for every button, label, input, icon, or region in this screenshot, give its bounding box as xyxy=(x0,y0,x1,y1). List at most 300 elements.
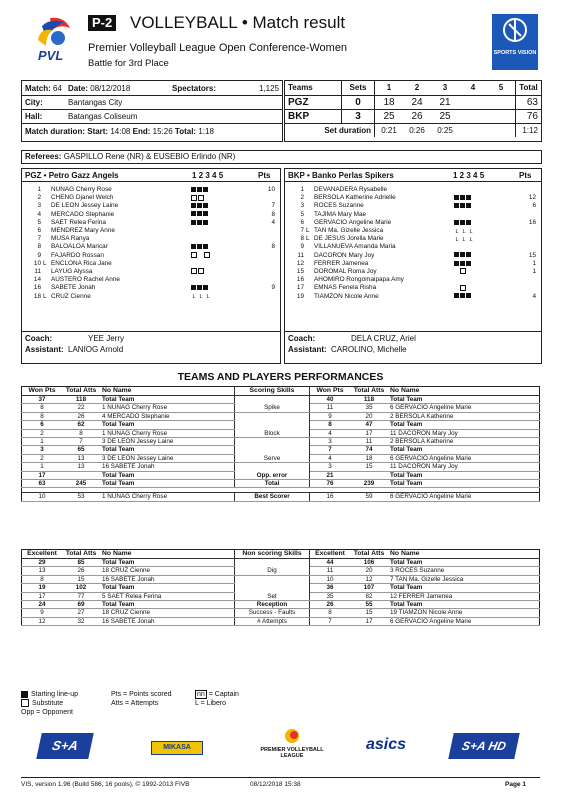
b-player: 2 BERSOLA Katherine xyxy=(388,412,540,420)
team-b-assistant-label: Assistant: xyxy=(288,345,327,354)
perf-header-row xyxy=(22,387,540,396)
end-time: 15:26 xyxy=(152,127,173,136)
b-player: 6 GERVACIO Angeline Marie xyxy=(388,404,540,412)
set-libero-mark: L xyxy=(199,294,203,301)
set-played-icon xyxy=(460,220,465,225)
sponsor-sahd-logo: S+A HD xyxy=(448,733,520,759)
hdr-a-won: Excellent xyxy=(22,550,63,559)
b-player: Total Team xyxy=(388,396,540,404)
a-player: 16 SABETE Jonah xyxy=(100,463,235,471)
player-points xyxy=(251,268,277,276)
player-name: DE LEON Jessey Laine xyxy=(51,202,119,210)
perf-row xyxy=(22,438,540,446)
player-number: 6 xyxy=(300,218,304,226)
player-sets xyxy=(191,284,251,292)
set-libero-mark: L xyxy=(455,237,459,244)
player-number: 14 xyxy=(33,276,41,284)
set-played-icon xyxy=(203,244,208,249)
player-sets xyxy=(191,227,251,235)
player-number: 2 xyxy=(37,194,41,202)
a-atts: 13 xyxy=(62,463,100,471)
score-hdr-4: 4 xyxy=(470,83,476,93)
perf-row xyxy=(22,575,540,583)
a-atts: 13 xyxy=(62,454,100,462)
b-atts: 118 xyxy=(350,396,388,404)
city-value: Bantangas City xyxy=(68,98,123,107)
starting-legend-icon xyxy=(21,691,28,698)
player-libero-flag xyxy=(43,186,51,194)
player-libero-flag xyxy=(306,194,314,202)
best-scorer-row xyxy=(22,493,540,501)
player-name: AHOMIRO Rongomaipapa Amy xyxy=(314,276,404,284)
a-atts: 53 xyxy=(62,493,100,501)
player-libero-flag xyxy=(306,186,314,194)
perf-row xyxy=(22,567,540,575)
player-number: 4 xyxy=(37,210,41,218)
player-row xyxy=(288,260,538,268)
b-player: Total Team xyxy=(388,471,540,479)
player-number: 18 xyxy=(33,292,41,300)
b-atts: 55 xyxy=(350,601,388,609)
a-atts: 7 xyxy=(62,438,100,446)
set-played-icon xyxy=(203,211,208,216)
skill-label xyxy=(235,584,310,592)
b-atts: 18 xyxy=(350,454,388,462)
score-set4 xyxy=(459,95,487,109)
skill-label xyxy=(235,575,310,583)
footer-version: VIS, version 1.96 (Build 586, 16 pools), © 1992-2013 FIVB xyxy=(21,781,190,788)
hdr-b-won: Excellent xyxy=(310,550,351,559)
perf-row xyxy=(22,454,540,462)
player-name: EMNAS Fenela Risha xyxy=(314,284,377,292)
a-atts: 15 xyxy=(62,575,100,583)
score-team: PGZ xyxy=(285,95,342,109)
hdr-b-name: No Name xyxy=(388,387,540,396)
player-number: 9 xyxy=(37,251,41,259)
set-played-icon xyxy=(454,220,459,225)
player-number: 10 xyxy=(33,259,41,267)
set-played-icon xyxy=(203,187,208,192)
a-won: 63 xyxy=(22,480,63,488)
player-name: DACORON Mary Joy xyxy=(314,251,375,259)
referees-names: GASPILLO Rene (NR) & EUSEBIO Erlindo (NR) xyxy=(63,152,236,161)
player-points: 15 xyxy=(528,251,536,259)
player-sets xyxy=(454,268,514,276)
player-libero-flag xyxy=(306,202,314,210)
set-substitute-icon xyxy=(191,268,197,274)
b-atts: 20 xyxy=(350,412,388,420)
set-played-icon xyxy=(466,203,471,208)
a-atts: 26 xyxy=(62,567,100,575)
skill-label: Serve xyxy=(235,454,310,462)
player-row xyxy=(25,284,277,292)
captain-legend-box: nn xyxy=(197,691,205,698)
player-number: 17 xyxy=(296,284,304,292)
skill-label: Set xyxy=(235,592,310,600)
set-played-icon xyxy=(460,261,465,266)
a-player: Total Team xyxy=(100,584,235,592)
skill-label xyxy=(235,396,310,404)
player-row xyxy=(288,186,538,194)
b-atts: 20 xyxy=(350,567,388,575)
a-player: 18 CRUZ Cienne xyxy=(100,567,235,575)
a-won: 19 xyxy=(22,584,63,592)
skill-label xyxy=(235,412,310,420)
player-sets xyxy=(191,252,251,260)
team-b-assistant: CAROLINO, Michelle xyxy=(331,345,407,354)
player-row xyxy=(25,252,277,260)
b-won: 11 xyxy=(310,404,351,412)
b-won: 9 xyxy=(310,412,351,420)
set-libero-mark: L xyxy=(206,294,210,301)
player-points xyxy=(514,243,538,251)
a-player: Total Team xyxy=(100,480,235,488)
a-won: 8 xyxy=(22,575,63,583)
perf-row xyxy=(22,412,540,420)
b-player: 2 BERSOLA Katherine xyxy=(388,438,540,446)
a-atts: 118 xyxy=(62,396,100,404)
a-atts: 85 xyxy=(62,559,100,567)
set-played-icon xyxy=(466,220,471,225)
b-atts: 17 xyxy=(350,617,388,625)
player-number: 8 xyxy=(300,235,304,243)
a-player: 16 SABETE Jonah xyxy=(100,617,235,625)
player-name: SABETE Jonah xyxy=(51,284,96,292)
player-name: TAN Ma. Gizelle Jessica xyxy=(314,227,384,235)
player-row xyxy=(288,252,538,260)
b-won: 21 xyxy=(310,471,351,479)
skill-label: Total xyxy=(235,480,310,488)
skill-label: Opp. error xyxy=(235,471,310,479)
player-libero-flag xyxy=(43,243,51,251)
player-points: 12 xyxy=(528,194,536,202)
a-player: Total Team xyxy=(100,396,235,404)
start-label: Start: xyxy=(87,127,109,136)
skill-label xyxy=(235,463,310,471)
b-won: 40 xyxy=(310,396,351,404)
a-player: Total Team xyxy=(100,471,235,479)
b-won: 76 xyxy=(310,480,351,488)
player-libero-flag xyxy=(306,211,314,219)
team-a-coach: YEE Jerry xyxy=(88,334,125,343)
perf-row xyxy=(22,396,540,404)
player-points: 4 xyxy=(532,292,536,300)
player-points: 10 xyxy=(267,186,275,194)
player-libero-flag xyxy=(306,252,314,260)
player-number: 3 xyxy=(300,202,304,210)
sponsor-bar xyxy=(21,725,540,769)
player-points xyxy=(251,235,277,243)
b-won: 7 xyxy=(310,617,351,625)
legend-captain: = Captain xyxy=(208,691,239,698)
pvl-logo xyxy=(30,14,78,66)
player-points xyxy=(514,186,538,194)
set-played-icon xyxy=(466,261,471,266)
b-won: 8 xyxy=(310,421,351,429)
b-player: 3 ROCES Suzanne xyxy=(388,567,540,575)
player-sets xyxy=(191,211,251,219)
player-libero-flag xyxy=(43,219,51,227)
set-libero-mark: L xyxy=(462,237,466,244)
set-substitute-icon xyxy=(198,195,204,201)
footer-datetime: 08/12/2018 15:38 xyxy=(250,781,301,788)
hdr-a-atts: Total Atts xyxy=(62,387,100,396)
player-number: 16 xyxy=(33,284,41,292)
set-substitute-icon xyxy=(198,268,204,274)
player-name: CHENG Djanel Welch xyxy=(51,194,114,202)
b-player: 6 GERVACIO Angeline Marie xyxy=(388,454,540,462)
a-player: 4 MERCADO Stephanie xyxy=(100,412,235,420)
a-player: Total Team xyxy=(100,601,235,609)
player-name: DOROMAL Roma Joy xyxy=(314,267,377,275)
b-player: 12 FERRER Jamenea xyxy=(388,592,540,600)
player-number: 16 xyxy=(296,276,304,284)
player-points xyxy=(251,194,277,202)
skill-label: Success - Faults xyxy=(235,609,310,617)
set-played-icon xyxy=(466,252,471,257)
player-number: 6 xyxy=(37,227,41,235)
player-name: TAJIMA Mary Mae xyxy=(314,210,367,218)
pvl-logo-text: PVL xyxy=(38,48,64,63)
set-libero-mark: L xyxy=(469,237,473,244)
b-player: Total Team xyxy=(388,601,540,609)
skill-label: Reception xyxy=(235,601,310,609)
set-played-icon xyxy=(460,195,465,200)
team-a-sets-header: 1 2 3 4 5 xyxy=(192,171,224,180)
set-played-icon xyxy=(197,244,202,249)
a-won: 8 xyxy=(22,404,63,412)
nonscoring-skills-table xyxy=(21,549,540,626)
referees-label: Referees: xyxy=(25,152,62,161)
player-points: 8 xyxy=(271,243,275,251)
b-won: 3 xyxy=(310,463,351,471)
player-sets xyxy=(191,186,251,194)
set-substitute-icon xyxy=(460,285,466,291)
b-atts: 59 xyxy=(350,493,388,501)
hdr-skill: Non scoring Skills xyxy=(235,550,310,559)
b-atts: 106 xyxy=(350,559,388,567)
skill-label xyxy=(235,438,310,446)
player-libero-flag: L xyxy=(43,292,47,300)
b-atts: 15 xyxy=(350,609,388,617)
team-b-pts-header: Pts xyxy=(519,171,532,180)
a-player: 1 NUNAG Cherry Rose xyxy=(100,404,235,412)
a-won: 13 xyxy=(22,567,63,575)
a-won: 6 xyxy=(22,421,63,429)
player-row xyxy=(25,268,277,276)
performance-title: TEAMS AND PLAYERS PERFORMANCES xyxy=(177,371,384,383)
player-points: 8 xyxy=(271,210,275,218)
a-player: 18 CRUZ Cienne xyxy=(100,609,235,617)
b-atts: 35 xyxy=(350,404,388,412)
hdr-skill: Scoring Skills xyxy=(235,387,310,396)
player-libero-flag: L xyxy=(43,259,47,267)
b-player: 7 TAN Ma. Gizelle Jessica xyxy=(388,575,540,583)
set-substitute-icon xyxy=(204,252,210,258)
player-row xyxy=(25,194,277,202)
perf-row xyxy=(22,421,540,429)
a-atts: 27 xyxy=(62,609,100,617)
score-hdr-sets: Sets xyxy=(342,81,375,95)
player-name: AUSTERO Rachel Anne xyxy=(51,276,120,284)
player-number: 2 xyxy=(300,194,304,202)
legend-substitute: Substitute xyxy=(31,700,64,707)
player-points xyxy=(514,276,538,284)
player-row xyxy=(25,235,277,243)
duration-label: Match duration: xyxy=(25,127,85,136)
player-number: 9 xyxy=(300,243,304,251)
sports-vision-logo xyxy=(492,14,538,70)
player-number: 15 xyxy=(296,267,304,275)
a-atts: 62 xyxy=(62,421,100,429)
set-played-icon xyxy=(197,220,202,225)
a-atts: 32 xyxy=(62,617,100,625)
player-libero-flag xyxy=(306,284,314,292)
player-sets xyxy=(454,211,514,219)
a-player: Total Team xyxy=(100,559,235,567)
set-duration-5 xyxy=(487,123,516,137)
player-number: 1 xyxy=(300,186,304,194)
set-played-icon xyxy=(191,187,196,192)
score-row-pgz xyxy=(285,95,541,109)
set-duration-label: Set duration xyxy=(285,123,375,137)
player-name: DE JESUS Jorella Marie xyxy=(314,235,384,243)
hall-label: Hall: xyxy=(25,112,43,121)
a-won: 24 xyxy=(22,601,63,609)
skill-label xyxy=(235,559,310,567)
player-sets xyxy=(454,194,514,202)
set-played-icon xyxy=(191,285,196,290)
b-atts: 107 xyxy=(350,584,388,592)
player-sets xyxy=(191,292,251,300)
player-sets xyxy=(191,219,251,227)
set-libero-mark: L xyxy=(469,228,473,235)
team-a-coach-label: Coach: xyxy=(25,334,53,343)
perf-row xyxy=(22,592,540,600)
date-label: Date: xyxy=(68,84,89,93)
player-row xyxy=(25,243,277,251)
legend-opp: Opp = Opponent xyxy=(21,709,73,716)
skill-label: Block xyxy=(235,429,310,437)
team-b-title: BKP • Banko Perlas Spikers xyxy=(288,171,394,180)
set-played-icon xyxy=(197,211,202,216)
player-name: GERVACIO Angeline Marie xyxy=(314,218,392,226)
b-player: Total Team xyxy=(388,584,540,592)
b-player: Total Team xyxy=(388,446,540,454)
player-name: VILLANUEVA Amanda Maria xyxy=(314,243,396,251)
match-date: 08/12/2018 xyxy=(90,84,131,93)
b-won: 16 xyxy=(310,493,351,501)
player-sets xyxy=(191,194,251,202)
player-sets xyxy=(454,219,514,227)
player-points xyxy=(514,235,538,243)
player-number: 11 xyxy=(297,251,304,259)
set-substitute-icon xyxy=(460,268,466,274)
player-row xyxy=(25,260,277,268)
set-played-icon xyxy=(454,261,459,266)
skill-label: # Attempts xyxy=(235,617,310,625)
player-name: BERSOLA Katherine Adrielle xyxy=(314,194,396,202)
a-won: 1 xyxy=(22,463,63,471)
score-total: 63 xyxy=(526,96,538,108)
a-won: 2 xyxy=(22,429,63,437)
skill-label: Dig xyxy=(235,567,310,575)
b-player: 11 DACORON Mary Joy xyxy=(388,463,540,471)
player-points xyxy=(251,292,277,300)
player-row xyxy=(25,219,277,227)
a-player: Total Team xyxy=(100,446,235,454)
perf-row xyxy=(22,559,540,567)
set-duration-4 xyxy=(459,123,487,137)
b-won: 10 xyxy=(310,575,351,583)
perf-row xyxy=(22,609,540,617)
a-won: 12 xyxy=(22,617,63,625)
sponsor-asics-logo: asics xyxy=(365,736,407,753)
a-atts: 245 xyxy=(62,480,100,488)
match-number: 64 xyxy=(53,84,62,93)
team-a-title: PGZ • Petro Gazz Angels xyxy=(25,171,119,180)
b-won: 4 xyxy=(310,429,351,437)
player-row xyxy=(288,211,538,219)
team-b-player-table xyxy=(288,186,538,301)
b-won: 36 xyxy=(310,584,351,592)
sponsor-sa-logo: S+A xyxy=(36,733,94,759)
set-duration-3: 0:25 xyxy=(437,125,453,135)
player-row xyxy=(288,194,538,202)
b-atts: 47 xyxy=(350,421,388,429)
player-libero-flag xyxy=(43,268,51,276)
spectators-label: Spectators: xyxy=(172,84,217,93)
score-box xyxy=(284,80,542,142)
a-player: 5 SAET Relea Ferina xyxy=(100,592,235,600)
b-atts: 12 xyxy=(350,575,388,583)
b-player: 19 TIAMZON Nicole Anne xyxy=(388,609,540,617)
a-won: 2 xyxy=(22,454,63,462)
team-a-roster xyxy=(21,168,281,364)
a-player: 3 DE LEON Jessey Laine xyxy=(100,438,235,446)
player-row xyxy=(288,219,538,227)
player-number: 1 xyxy=(37,186,41,194)
set-played-icon xyxy=(454,195,459,200)
score-hdr-3: 3 xyxy=(442,83,448,93)
player-name: BALOALOA Maricar xyxy=(51,243,108,251)
score-set1: 18 xyxy=(383,96,395,108)
hdr-b-won: Won Pts xyxy=(310,387,351,396)
player-sets xyxy=(454,186,514,194)
set-duration-total: 1:12 xyxy=(522,125,538,135)
player-points: 9 xyxy=(271,284,275,292)
score-set1: 25 xyxy=(383,110,395,122)
player-name: SAET Relea Ferina xyxy=(51,218,106,226)
player-number: 12 xyxy=(296,259,304,267)
player-row xyxy=(288,235,538,243)
hdr-b-atts: Total Atts xyxy=(350,387,388,396)
b-won: 7 xyxy=(310,446,351,454)
player-libero-flag xyxy=(306,219,314,227)
team-a-assistant-label: Assistant: xyxy=(25,345,64,354)
sponsor-pvl-logo: PREMIER VOLLEYBALL LEAGUE xyxy=(257,727,327,767)
perf-row xyxy=(22,601,540,609)
skill-label xyxy=(235,446,310,454)
set-played-icon xyxy=(460,252,465,257)
a-player: 1 NUNAG Cherry Rose xyxy=(100,493,235,501)
player-libero-flag xyxy=(43,194,51,202)
a-atts: 77 xyxy=(62,592,100,600)
team-a-pts-header: Pts xyxy=(258,171,271,180)
set-played-icon xyxy=(197,285,202,290)
team-b-coach-label: Coach: xyxy=(288,334,316,343)
set-played-icon xyxy=(191,211,196,216)
